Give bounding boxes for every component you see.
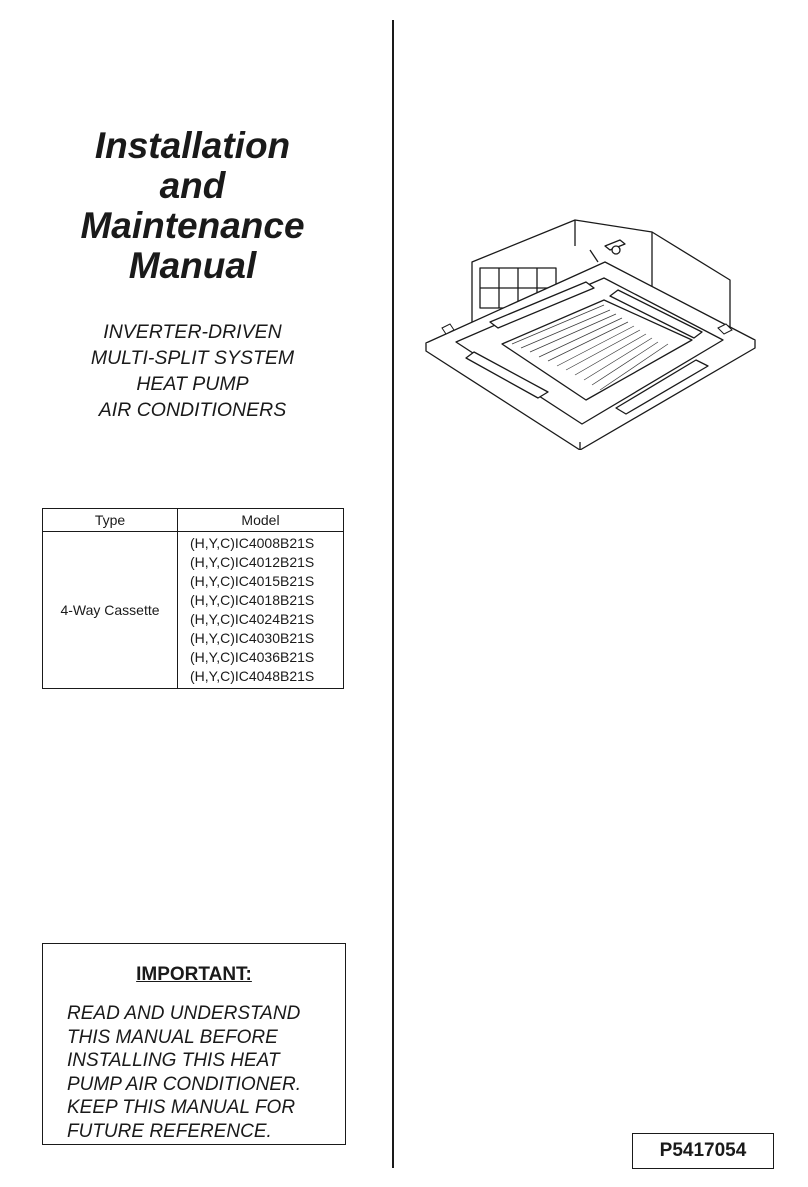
important-line: PUMP AIR CONDITIONER. (67, 1073, 301, 1095)
title-line: Installation (94, 125, 291, 166)
important-line: KEEP THIS MANUAL FOR (67, 1097, 296, 1118)
model-number: (H,Y,C)IC4012B21S (190, 554, 315, 570)
table-header-row (43, 509, 344, 532)
model-number: (H,Y,C)IC4036B21S (190, 649, 315, 665)
subtitle-line: HEAT PUMP (136, 373, 249, 395)
cassette-unit-illustration (420, 210, 790, 450)
title-line: and (159, 165, 226, 206)
model-number: (H,Y,C)IC4018B21S (190, 592, 315, 608)
model-number: (H,Y,C)IC4030B21S (190, 630, 315, 646)
important-line: THIS MANUAL BEFORE (67, 1026, 278, 1048)
type-cell: 4-Way Cassette (43, 532, 178, 689)
table-row (43, 532, 344, 689)
product-subtitle (40, 319, 345, 423)
model-number: (H,Y,C)IC4024B21S (190, 611, 315, 627)
model-number: (H,Y,C)IC4048B21S (190, 668, 315, 684)
type-column-header: Type (43, 509, 178, 532)
document-number: P5417054 (632, 1133, 774, 1169)
subtitle-line: INVERTER-DRIVEN (103, 321, 282, 343)
model-number: (H,Y,C)IC4015B21S (190, 573, 315, 589)
model-number: (H,Y,C)IC4008B21S (190, 535, 315, 551)
model-column-header: Model (178, 509, 344, 532)
model-list-cell (178, 532, 344, 689)
important-text (67, 1002, 345, 1143)
column-divider (392, 20, 394, 1168)
title-line: Maintenance (80, 205, 305, 246)
important-heading: IMPORTANT: (136, 964, 252, 985)
manual-title (40, 126, 345, 286)
important-line: READ AND UNDERSTAND (67, 1003, 301, 1024)
important-notice-box (42, 943, 346, 1145)
subtitle-line: MULTI-SPLIT SYSTEM (90, 347, 295, 369)
important-line: INSTALLING THIS HEAT (67, 1050, 280, 1071)
model-table (42, 508, 344, 689)
subtitle-line: AIR CONDITIONERS (98, 399, 287, 421)
important-line: FUTURE REFERENCE. (67, 1120, 272, 1142)
title-line: Manual (128, 245, 257, 286)
